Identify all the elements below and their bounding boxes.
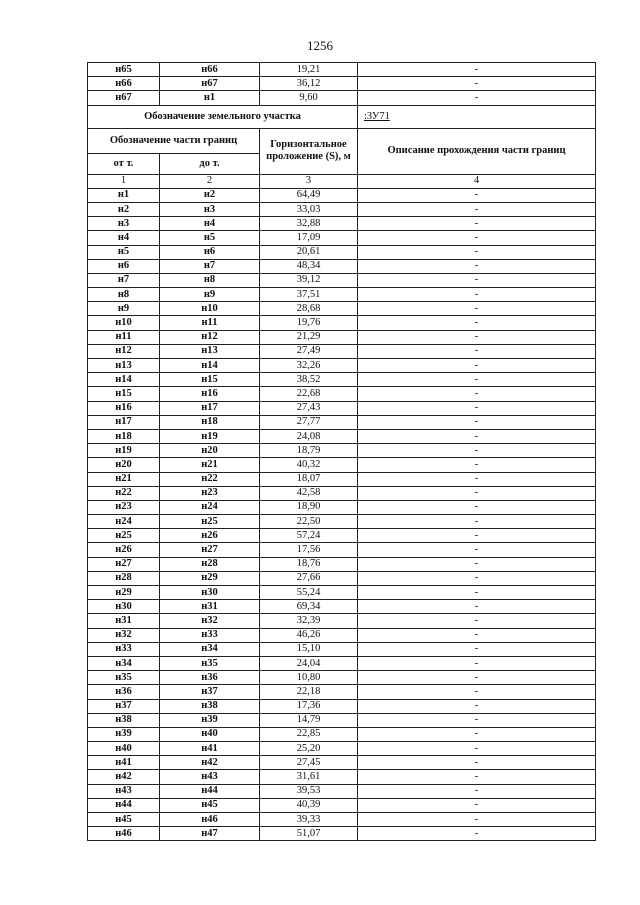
table-row	[88, 656, 596, 670]
point-to-cell: н12	[160, 330, 260, 344]
table-row	[88, 359, 596, 373]
length-cell: 17,36	[260, 699, 358, 713]
description-cell: -	[358, 784, 596, 798]
point-to-cell: н5	[160, 231, 260, 245]
length-cell: 69,34	[260, 600, 358, 614]
table-row	[88, 742, 596, 756]
table-row	[88, 671, 596, 685]
point-to-cell: н36	[160, 671, 260, 685]
description-cell: -	[358, 600, 596, 614]
point-to-cell: н43	[160, 770, 260, 784]
point-to-cell: н17	[160, 401, 260, 415]
description-cell: -	[358, 217, 596, 231]
table-row	[88, 515, 596, 529]
point-to-cell: н39	[160, 713, 260, 727]
point-from-cell: н21	[88, 472, 160, 486]
point-from-cell: н16	[88, 401, 160, 415]
table-row	[88, 699, 596, 713]
point-from-cell: н66	[88, 77, 160, 91]
description-cell: -	[358, 316, 596, 330]
length-cell: 38,52	[260, 373, 358, 387]
table-row	[88, 288, 596, 302]
point-from-cell: н1	[88, 188, 160, 202]
length-cell: 22,18	[260, 685, 358, 699]
point-from-cell: н10	[88, 316, 160, 330]
length-cell: 32,88	[260, 217, 358, 231]
table-row	[88, 387, 596, 401]
table-row	[88, 316, 596, 330]
point-from-cell: н65	[88, 63, 160, 77]
point-to-cell: н3	[160, 202, 260, 216]
point-to-cell: н67	[160, 77, 260, 91]
header-row	[88, 128, 596, 153]
table-row	[88, 344, 596, 358]
length-cell: 31,61	[260, 770, 358, 784]
description-cell: -	[358, 642, 596, 656]
length-cell: 17,09	[260, 231, 358, 245]
point-from-cell: н45	[88, 813, 160, 827]
point-to-cell: н29	[160, 571, 260, 585]
point-to-cell: н27	[160, 543, 260, 557]
table-row	[88, 330, 596, 344]
description-cell: -	[358, 713, 596, 727]
length-cell: 15,10	[260, 642, 358, 656]
table-row	[88, 543, 596, 557]
point-from-cell: н25	[88, 529, 160, 543]
table-row	[88, 302, 596, 316]
point-to-cell: н20	[160, 444, 260, 458]
table-header	[88, 105, 596, 188]
point-from-cell: н7	[88, 273, 160, 287]
point-to-cell: н28	[160, 557, 260, 571]
table-row	[88, 500, 596, 514]
length-cell: 18,07	[260, 472, 358, 486]
column-number-3: 3	[260, 174, 358, 188]
point-from-cell: н34	[88, 656, 160, 670]
point-to-cell: н23	[160, 486, 260, 500]
point-from-cell: н41	[88, 756, 160, 770]
point-from-cell: н39	[88, 727, 160, 741]
point-to-cell: н8	[160, 273, 260, 287]
point-to-cell: н25	[160, 515, 260, 529]
length-cell: 39,33	[260, 813, 358, 827]
point-from-cell: н8	[88, 288, 160, 302]
description-cell: -	[358, 359, 596, 373]
point-from-cell: н27	[88, 557, 160, 571]
point-to-cell: н30	[160, 586, 260, 600]
point-to-cell: н40	[160, 727, 260, 741]
length-cell: 32,26	[260, 359, 358, 373]
table-row	[88, 713, 596, 727]
description-cell: -	[358, 231, 596, 245]
length-cell: 24,08	[260, 429, 358, 443]
length-cell: 22,85	[260, 727, 358, 741]
description-cell: -	[358, 586, 596, 600]
column-number-2: 2	[160, 174, 260, 188]
table-row	[88, 217, 596, 231]
table-row	[88, 401, 596, 415]
length-cell: 39,53	[260, 784, 358, 798]
description-cell: -	[358, 91, 596, 105]
description-cell: -	[358, 429, 596, 443]
point-to-cell: н45	[160, 798, 260, 812]
description-cell: -	[358, 458, 596, 472]
section-row	[88, 105, 596, 128]
table-row	[88, 429, 596, 443]
point-to-cell: н66	[160, 63, 260, 77]
point-from-cell: н43	[88, 784, 160, 798]
point-from-cell: н46	[88, 827, 160, 841]
point-to-cell: н42	[160, 756, 260, 770]
description-cell: -	[358, 401, 596, 415]
point-from-cell: н14	[88, 373, 160, 387]
length-cell: 48,34	[260, 259, 358, 273]
point-to-cell: н21	[160, 458, 260, 472]
length-cell: 55,24	[260, 586, 358, 600]
point-from-cell: н67	[88, 91, 160, 105]
point-from-cell: н36	[88, 685, 160, 699]
length-cell: 32,39	[260, 614, 358, 628]
description-cell: -	[358, 656, 596, 670]
column-number-1: 1	[88, 174, 160, 188]
point-from-cell: н26	[88, 543, 160, 557]
length-cell: 22,68	[260, 387, 358, 401]
point-from-cell: н42	[88, 770, 160, 784]
length-cell: 40,39	[260, 798, 358, 812]
description-cell: -	[358, 486, 596, 500]
point-to-cell: н7	[160, 259, 260, 273]
point-to-cell: н41	[160, 742, 260, 756]
point-from-cell: н32	[88, 628, 160, 642]
table-row	[88, 273, 596, 287]
point-from-cell: н33	[88, 642, 160, 656]
description-cell: -	[358, 415, 596, 429]
section-code: :ЗУ71	[358, 105, 596, 128]
description-cell: -	[358, 472, 596, 486]
point-from-cell: н40	[88, 742, 160, 756]
description-cell: -	[358, 245, 596, 259]
length-cell: 37,51	[260, 288, 358, 302]
table-row	[88, 827, 596, 841]
point-from-cell: н22	[88, 486, 160, 500]
point-from-cell: н20	[88, 458, 160, 472]
point-to-cell: н19	[160, 429, 260, 443]
description-cell: -	[358, 273, 596, 287]
table-row	[88, 685, 596, 699]
point-to-cell: н1	[160, 91, 260, 105]
point-from-cell: н6	[88, 259, 160, 273]
point-from-cell: н19	[88, 444, 160, 458]
description-cell: -	[358, 699, 596, 713]
description-cell: -	[358, 827, 596, 841]
point-from-cell: н9	[88, 302, 160, 316]
point-to-cell: н15	[160, 373, 260, 387]
description-cell: -	[358, 373, 596, 387]
description-cell: -	[358, 387, 596, 401]
point-from-cell: н30	[88, 600, 160, 614]
length-cell: 27,43	[260, 401, 358, 415]
length-cell: 14,79	[260, 713, 358, 727]
description-cell: -	[358, 770, 596, 784]
length-cell: 42,58	[260, 486, 358, 500]
point-to-cell: н34	[160, 642, 260, 656]
point-from-cell: н3	[88, 217, 160, 231]
point-to-cell: н9	[160, 288, 260, 302]
description-cell: -	[358, 571, 596, 585]
table-row	[88, 415, 596, 429]
table-row	[88, 628, 596, 642]
table-row	[88, 486, 596, 500]
table-row	[88, 798, 596, 812]
description-cell: -	[358, 330, 596, 344]
table-row	[88, 458, 596, 472]
table-row	[88, 600, 596, 614]
point-to-cell: н14	[160, 359, 260, 373]
point-from-cell: н5	[88, 245, 160, 259]
description-cell: -	[358, 614, 596, 628]
description-cell: -	[358, 742, 596, 756]
description-cell: -	[358, 756, 596, 770]
length-cell: 51,07	[260, 827, 358, 841]
description-cell: -	[358, 444, 596, 458]
point-from-cell: н44	[88, 798, 160, 812]
point-to-cell: н6	[160, 245, 260, 259]
length-cell: 22,50	[260, 515, 358, 529]
point-to-cell: н44	[160, 784, 260, 798]
length-cell: 33,03	[260, 202, 358, 216]
point-to-cell: н22	[160, 472, 260, 486]
point-to-cell: н31	[160, 600, 260, 614]
length-cell: 18,90	[260, 500, 358, 514]
table-row	[88, 642, 596, 656]
point-to-cell: н33	[160, 628, 260, 642]
point-to-cell: н26	[160, 529, 260, 543]
description-cell: -	[358, 259, 596, 273]
header-length: Горизонтальное проложение (S), м	[260, 128, 358, 174]
length-cell: 19,21	[260, 63, 358, 77]
point-to-cell: н24	[160, 500, 260, 514]
description-cell: -	[358, 188, 596, 202]
header-from: от т.	[88, 153, 160, 174]
table-row	[88, 813, 596, 827]
table-row	[88, 784, 596, 798]
length-cell: 9,60	[260, 91, 358, 105]
table-row	[88, 472, 596, 486]
table-row	[88, 571, 596, 585]
length-cell: 57,24	[260, 529, 358, 543]
table-row	[88, 756, 596, 770]
data-rows	[88, 188, 596, 841]
length-cell: 21,29	[260, 330, 358, 344]
table-row	[88, 373, 596, 387]
description-cell: -	[358, 302, 596, 316]
description-cell: -	[358, 813, 596, 827]
table-row	[88, 77, 596, 91]
description-cell: -	[358, 543, 596, 557]
point-from-cell: н18	[88, 429, 160, 443]
length-cell: 27,49	[260, 344, 358, 358]
table-row	[88, 245, 596, 259]
description-cell: -	[358, 202, 596, 216]
description-cell: -	[358, 529, 596, 543]
length-cell: 20,61	[260, 245, 358, 259]
description-cell: -	[358, 727, 596, 741]
point-from-cell: н38	[88, 713, 160, 727]
length-cell: 36,12	[260, 77, 358, 91]
point-from-cell: н28	[88, 571, 160, 585]
point-to-cell: н2	[160, 188, 260, 202]
table-row	[88, 770, 596, 784]
description-cell: -	[358, 344, 596, 358]
table-row	[88, 529, 596, 543]
point-to-cell: н4	[160, 217, 260, 231]
point-from-cell: н24	[88, 515, 160, 529]
table-row	[88, 91, 596, 105]
description-cell: -	[358, 628, 596, 642]
table-row	[88, 727, 596, 741]
length-cell: 27,77	[260, 415, 358, 429]
length-cell: 25,20	[260, 742, 358, 756]
point-from-cell: н23	[88, 500, 160, 514]
description-cell: -	[358, 798, 596, 812]
table-row	[88, 444, 596, 458]
point-from-cell: н35	[88, 671, 160, 685]
length-cell: 17,56	[260, 543, 358, 557]
table-row	[88, 188, 596, 202]
description-cell: -	[358, 515, 596, 529]
length-cell: 46,26	[260, 628, 358, 642]
header-to: до т.	[160, 153, 260, 174]
point-from-cell: н11	[88, 330, 160, 344]
table-row	[88, 259, 596, 273]
boundary-table	[87, 62, 596, 841]
point-to-cell: н32	[160, 614, 260, 628]
length-cell: 28,68	[260, 302, 358, 316]
length-cell: 10,80	[260, 671, 358, 685]
point-from-cell: н17	[88, 415, 160, 429]
point-to-cell: н18	[160, 415, 260, 429]
length-cell: 39,12	[260, 273, 358, 287]
point-to-cell: н13	[160, 344, 260, 358]
header-description: Описание прохождения части границ	[358, 128, 596, 174]
length-cell: 19,76	[260, 316, 358, 330]
point-from-cell: н2	[88, 202, 160, 216]
table-row	[88, 557, 596, 571]
point-from-cell: н29	[88, 586, 160, 600]
description-cell: -	[358, 63, 596, 77]
page-number: 1256	[307, 38, 333, 53]
point-from-cell: н13	[88, 359, 160, 373]
table-row	[88, 586, 596, 600]
length-cell: 40,32	[260, 458, 358, 472]
description-cell: -	[358, 671, 596, 685]
table-row	[88, 231, 596, 245]
point-to-cell: н38	[160, 699, 260, 713]
description-cell: -	[358, 288, 596, 302]
description-cell: -	[358, 685, 596, 699]
description-cell: -	[358, 500, 596, 514]
table-row	[88, 614, 596, 628]
point-from-cell: н4	[88, 231, 160, 245]
description-cell: -	[358, 77, 596, 91]
section-title: Обозначение земельного участка	[88, 105, 358, 128]
column-number-4: 4	[358, 174, 596, 188]
point-to-cell: н37	[160, 685, 260, 699]
point-from-cell: н15	[88, 387, 160, 401]
table-row	[88, 63, 596, 77]
length-cell: 18,79	[260, 444, 358, 458]
length-cell: 24,04	[260, 656, 358, 670]
point-from-cell: н12	[88, 344, 160, 358]
length-cell: 64,49	[260, 188, 358, 202]
table-row	[88, 202, 596, 216]
point-to-cell: н35	[160, 656, 260, 670]
length-cell: 18,76	[260, 557, 358, 571]
column-number-row	[88, 174, 596, 188]
point-from-cell: н31	[88, 614, 160, 628]
length-cell: 27,45	[260, 756, 358, 770]
point-from-cell: н37	[88, 699, 160, 713]
point-to-cell: н16	[160, 387, 260, 401]
point-to-cell: н10	[160, 302, 260, 316]
header-parts: Обозначение части границ	[88, 128, 260, 153]
point-to-cell: н46	[160, 813, 260, 827]
point-to-cell: н47	[160, 827, 260, 841]
length-cell: 27,66	[260, 571, 358, 585]
description-cell: -	[358, 557, 596, 571]
top-rows	[88, 63, 596, 106]
point-to-cell: н11	[160, 316, 260, 330]
